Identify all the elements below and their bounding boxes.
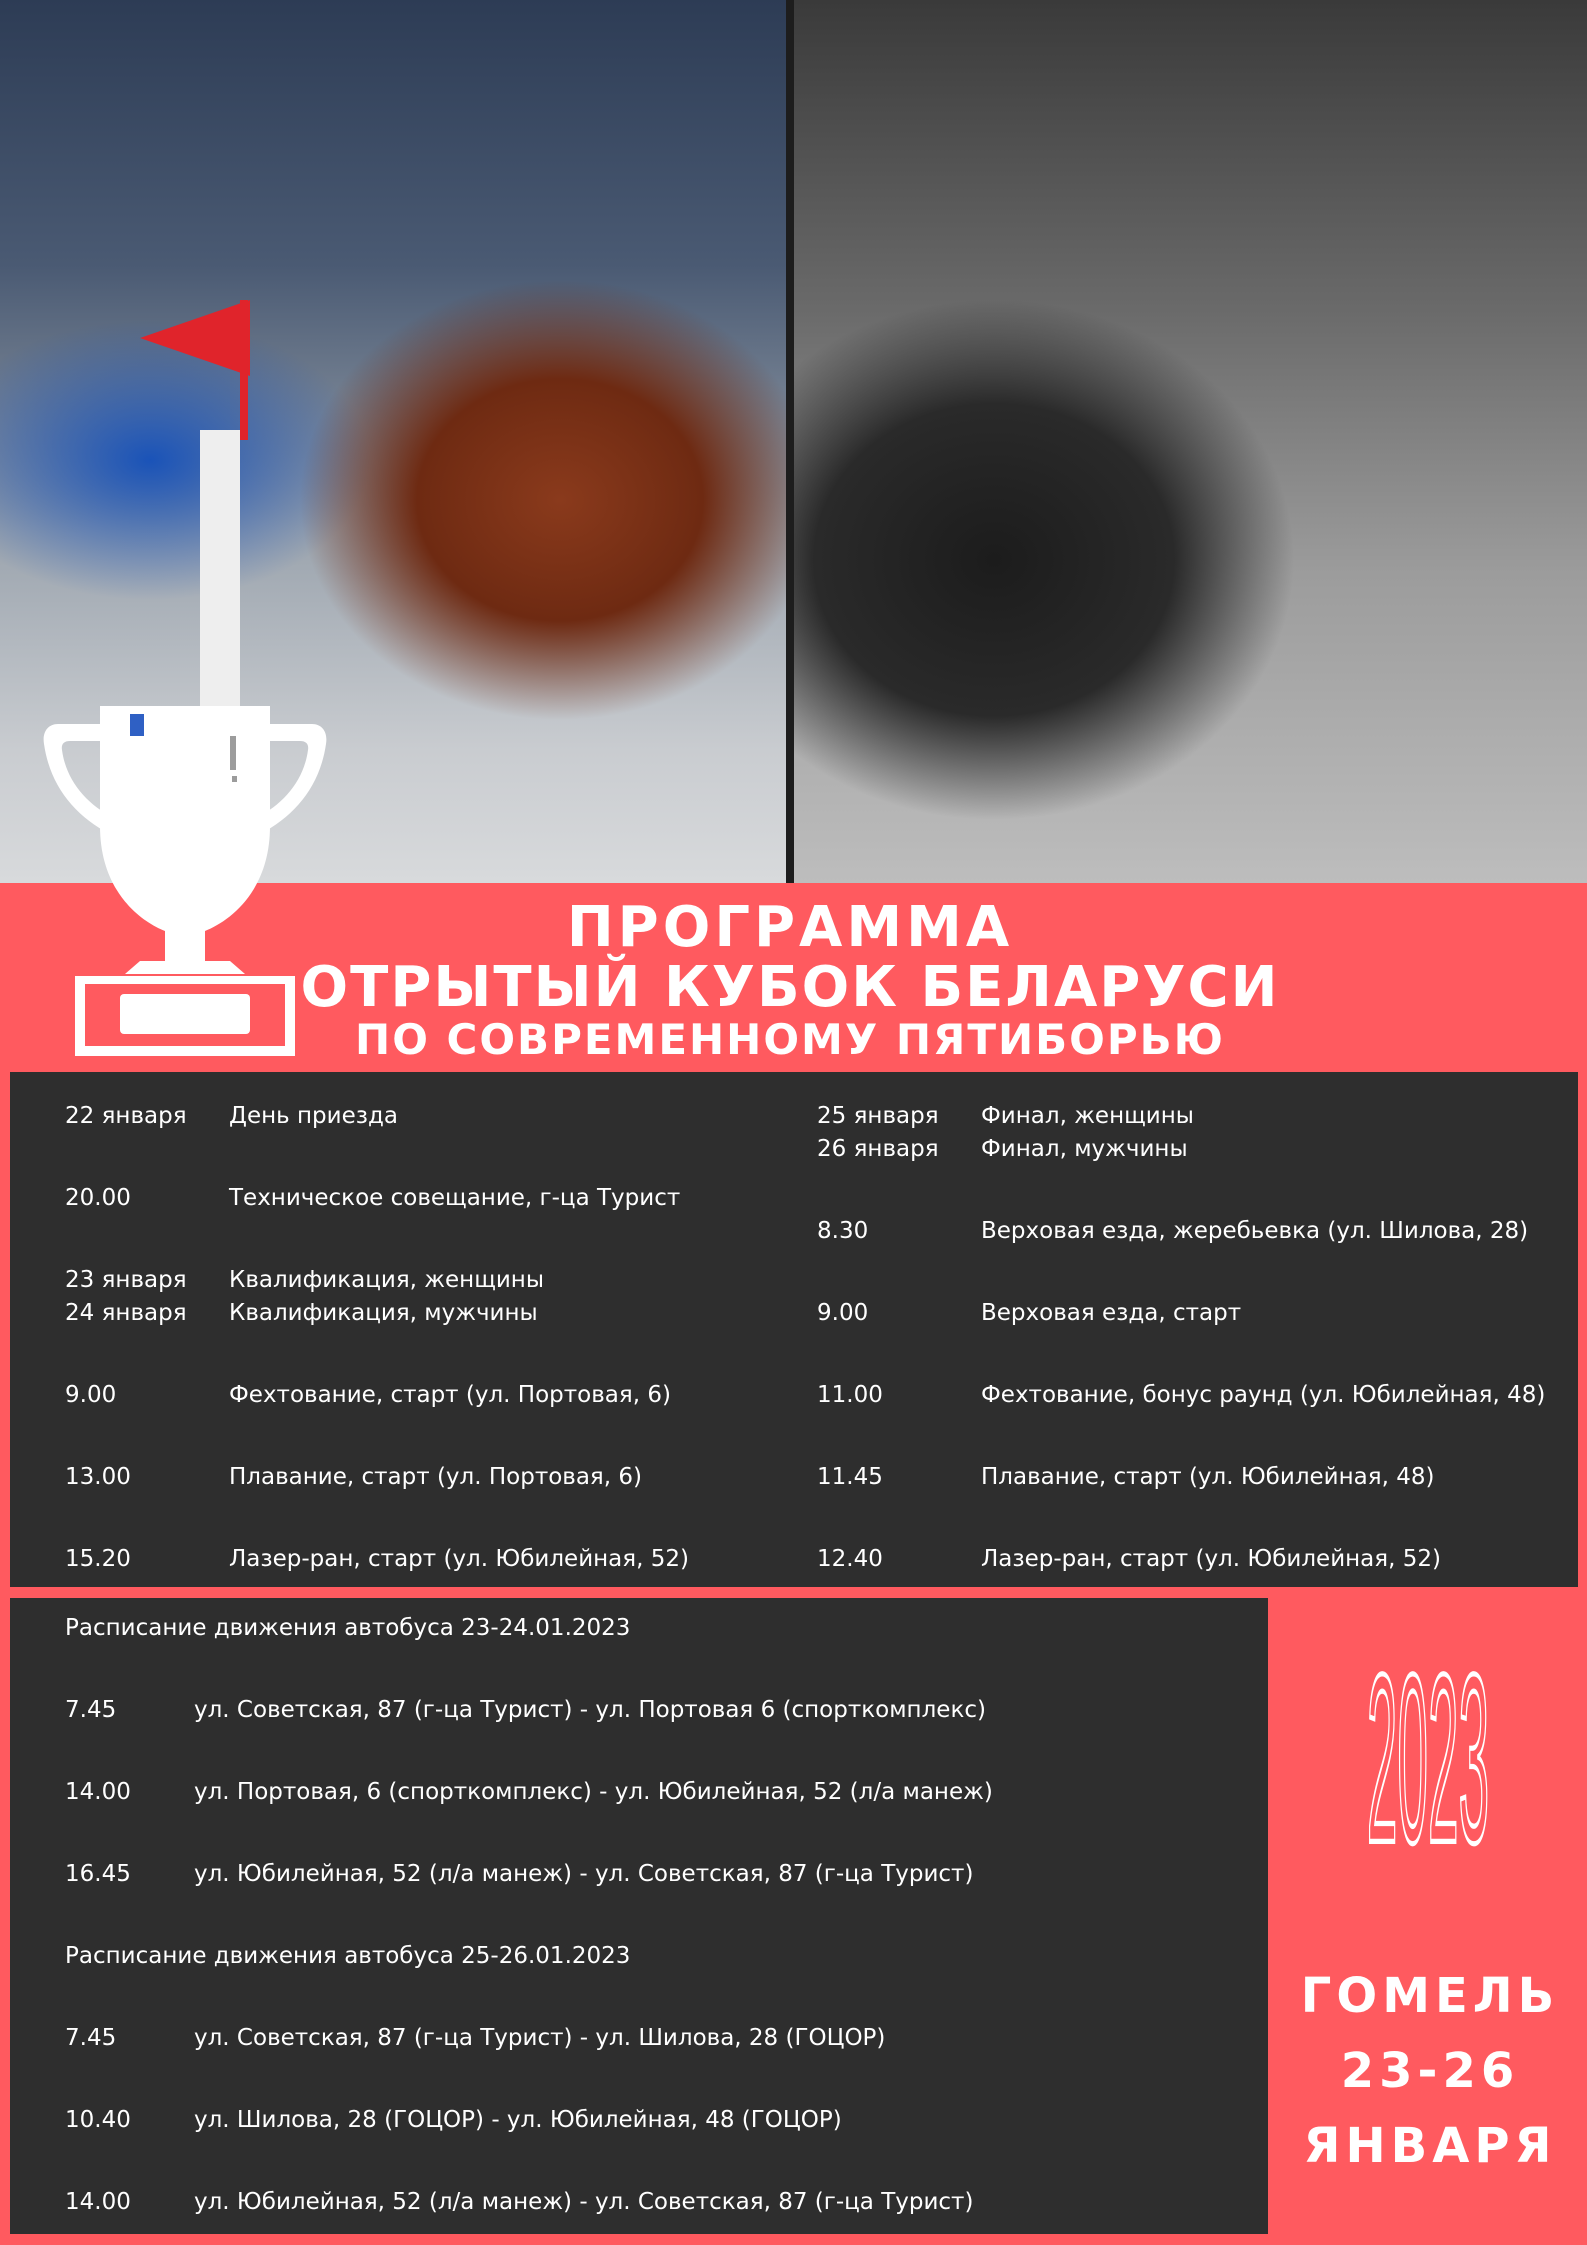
schedule-time: 13.00 <box>65 1464 131 1490</box>
schedule-time: 9.00 <box>65 1382 117 1408</box>
schedule-time: 20.00 <box>65 1185 131 1211</box>
schedule-desc: Фехтование, старт (ул. Портовая, 6) <box>229 1382 671 1408</box>
schedule-desc: Плавание, старт (ул. Юбилейная, 48) <box>981 1464 1435 1490</box>
schedule-desc: Верховая езда, жеребьевка (ул. Шилова, 28) <box>981 1218 1529 1244</box>
schedule-time: 9.00 <box>817 1300 869 1326</box>
year-text: 2023 <box>1366 1628 1490 1893</box>
schedule-time: 8.30 <box>817 1218 869 1244</box>
schedule-time: 15.20 <box>65 1546 131 1572</box>
bus-heading: Расписание движения автобуса 23-24.01.2023 <box>65 1615 631 1641</box>
pentathlon-subtitle: ПО СОВРЕМЕННОМУ ПЯТИБОРЬЮ <box>355 1015 1225 1064</box>
schedule-time: 11.00 <box>817 1382 883 1408</box>
bus-route: ул. Юбилейная, 52 (л/а манеж) - ул. Советская, 87 (г-ца Турист) <box>194 2189 974 2215</box>
schedule-desc: Лазер-ран, старт (ул. Юбилейная, 52) <box>981 1546 1441 1572</box>
bus-route: ул. Советская, 87 (г-ца Турист) - ул. Портовая 6 (спорткомплекс) <box>194 1697 986 1723</box>
schedule-desc: День приезда <box>229 1103 398 1129</box>
bus-schedule-panel <box>10 1598 1268 2234</box>
bus-time: 7.45 <box>65 2025 117 2051</box>
schedule-desc: Техническое совещание, г-ца Турист <box>229 1185 681 1211</box>
schedule-time: 25 января <box>817 1103 939 1129</box>
schedule-desc: Фехтование, бонус раунд (ул. Юбилейная, 48) <box>981 1382 1546 1408</box>
bus-time: 7.45 <box>65 1697 117 1723</box>
bus-route: ул. Портовая, 6 (спорткомплекс) - ул. Юбилейная, 52 (л/а манеж) <box>194 1779 993 1805</box>
red-flag-icon <box>140 300 250 376</box>
schedule-desc: Верховая езда, старт <box>981 1300 1242 1326</box>
bus-time: 16.45 <box>65 1861 131 1887</box>
schedule-time: 26 января <box>817 1136 939 1162</box>
bus-route: ул. Шилова, 28 (ГОЦОР) - ул. Юбилейная, 48 (ГОЦОР) <box>194 2107 842 2133</box>
month-label: ЯНВАРЯ <box>1303 2118 1557 2174</box>
schedule-time: 12.40 <box>817 1546 883 1572</box>
schedule-time: 22 января <box>65 1103 187 1129</box>
cup-title: ОТРЫТЫЙ КУБОК БЕЛАРУСИ <box>300 955 1280 1020</box>
bus-time: 14.00 <box>65 2189 131 2215</box>
bus-time: 14.00 <box>65 1779 131 1805</box>
schedule-time: 24 января <box>65 1300 187 1326</box>
city-label: ГОМЕЛЬ <box>1300 1968 1560 2024</box>
schedule-time: 23 января <box>65 1267 187 1293</box>
schedule-desc: Плавание, старт (ул. Портовая, 6) <box>229 1464 643 1490</box>
schedule-time: 11.45 <box>817 1464 883 1490</box>
dates-label: 23-26 <box>1340 2043 1520 2099</box>
bus-heading: Расписание движения автобуса 25-26.01.2023 <box>65 1943 631 1969</box>
schedule-desc: Квалификация, мужчины <box>229 1300 538 1326</box>
photo-grayscale-half <box>794 0 1587 883</box>
schedule-desc: Квалификация, женщины <box>229 1267 545 1293</box>
year-label <box>1358 1628 1498 1928</box>
bus-time: 10.40 <box>65 2107 131 2133</box>
photo-divider <box>786 0 794 883</box>
bus-route: ул. Юбилейная, 52 (л/а манеж) - ул. Советская, 87 (г-ца Турист) <box>194 1861 974 1887</box>
bus-route: ул. Советская, 87 (г-ца Турист) - ул. Шилова, 28 (ГОЦОР) <box>194 2025 886 2051</box>
schedule-desc: Финал, мужчины <box>981 1136 1188 1162</box>
schedule-panel <box>10 1072 1578 1587</box>
schedule-desc: Финал, женщины <box>981 1103 1194 1129</box>
program-title: ПРОГРАММА <box>566 895 1014 960</box>
schedule-desc: Лазер-ран, старт (ул. Юбилейная, 52) <box>229 1546 689 1572</box>
